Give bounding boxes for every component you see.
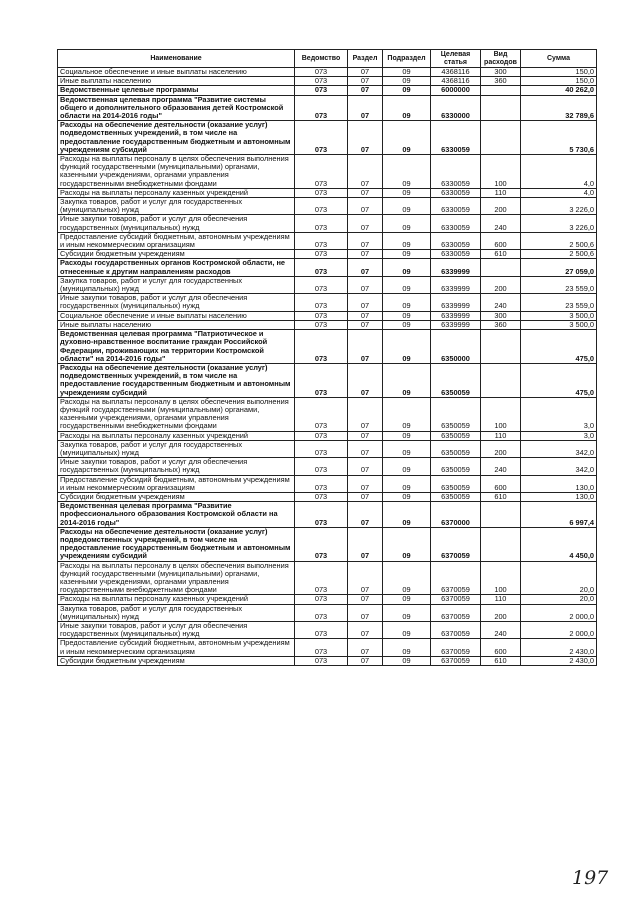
table-row [58,95,597,121]
cell-article: 6339999 [431,259,481,276]
cell-section: 07 [348,68,383,77]
cell-article: 6330059 [431,232,481,249]
cell-section: 07 [348,431,383,440]
cell-section: 07 [348,502,383,528]
table-row [58,492,597,501]
cell-subsection: 09 [383,215,431,232]
cell-exptype: 100 [481,561,521,595]
table-row [58,330,597,364]
cell-exptype: 100 [481,397,521,431]
table-row [58,397,597,431]
table-row [58,232,597,249]
cell-subsection: 09 [383,330,431,364]
cell-exptype [481,259,521,276]
table-row [58,121,597,155]
cell-subsection: 09 [383,311,431,320]
cell-sum: 475,0 [521,363,597,397]
cell-exptype: 300 [481,311,521,320]
cell-sum: 3,0 [521,431,597,440]
cell-section: 07 [348,276,383,293]
cell-name: Расходы на обеспечение деятельности (оказание услуг) подведомственных учреждений, в том числе на предоставление государственным бюджетным и автономным учреждениям субсидий [58,121,295,155]
cell-section: 07 [348,330,383,364]
cell-subsection: 09 [383,121,431,155]
cell-name: Расходы на обеспечение деятельности (оказание услуг) подведомственных учреждений, в том числе на предоставление государственным бюджетным и автономным учреждениям субсидий [58,527,295,561]
cell-sum: 3 500,0 [521,311,597,320]
cell-subsection: 09 [383,431,431,440]
cell-subsection: 09 [383,68,431,77]
header-exptype: Вид расходов [481,50,521,68]
cell-dept: 073 [295,639,348,656]
cell-subsection: 09 [383,604,431,621]
header-row [58,50,597,68]
cell-article: 6330059 [431,188,481,197]
table-row [58,458,597,475]
cell-article: 6339999 [431,320,481,329]
cell-sum: 4,0 [521,188,597,197]
cell-article: 6370059 [431,656,481,665]
table-row [58,215,597,232]
cell-subsection: 09 [383,363,431,397]
cell-article: 6339999 [431,276,481,293]
cell-dept: 073 [295,604,348,621]
cell-section: 07 [348,561,383,595]
cell-exptype: 300 [481,68,521,77]
cell-sum: 2 430,0 [521,639,597,656]
cell-section: 07 [348,188,383,197]
cell-name: Ведомственная целевая программа "Развитие профессионального образования Костромской области на 2014-2016 годы" [58,502,295,528]
cell-exptype: 610 [481,492,521,501]
cell-article: 6000000 [431,86,481,95]
cell-sum: 342,0 [521,458,597,475]
cell-subsection: 09 [383,259,431,276]
cell-dept: 073 [295,276,348,293]
cell-sum: 3 226,0 [521,198,597,215]
cell-dept: 073 [295,232,348,249]
cell-sum: 4 450,0 [521,527,597,561]
cell-dept: 073 [295,311,348,320]
table-row [58,320,597,329]
table-row [58,595,597,604]
cell-name: Расходы государственных органов Костромской области, не отнесенные к другим направлениям расходов [58,259,295,276]
cell-exptype: 360 [481,77,521,86]
cell-dept: 073 [295,458,348,475]
cell-article: 6339999 [431,294,481,311]
table-row [58,294,597,311]
cell-name: Закупка товаров, работ и услуг для государственных (муниципальных) нужд [58,440,295,457]
cell-article: 6350059 [431,431,481,440]
cell-name: Иные выплаты населению [58,320,295,329]
cell-name: Расходы на выплаты персоналу казенных учреждений [58,431,295,440]
cell-subsection: 09 [383,527,431,561]
cell-name: Расходы на выплаты персоналу казенных учреждений [58,188,295,197]
table-row [58,77,597,86]
cell-sum: 475,0 [521,330,597,364]
cell-article: 6350059 [431,440,481,457]
cell-sum: 130,0 [521,492,597,501]
cell-sum: 2 000,0 [521,622,597,639]
cell-subsection: 09 [383,250,431,259]
cell-sum: 2 500,6 [521,250,597,259]
cell-article: 6370059 [431,604,481,621]
header-dept: Ведомство [295,50,348,68]
cell-section: 07 [348,95,383,121]
cell-article: 6370059 [431,527,481,561]
cell-article: 6330059 [431,121,481,155]
cell-sum: 4,0 [521,155,597,189]
cell-name: Расходы на выплаты персоналу в целях обеспечения выполнения функций государственными (муниципальными) органами, казенными учреждениями, органами управления государственными внебюджетными фондами [58,397,295,431]
table-row [58,198,597,215]
cell-article: 6370059 [431,561,481,595]
cell-section: 07 [348,294,383,311]
cell-section: 07 [348,595,383,604]
cell-name: Иные закупки товаров, работ и услуг для обеспечения государственных (муниципальных) нужд [58,458,295,475]
cell-subsection: 09 [383,492,431,501]
cell-dept: 073 [295,259,348,276]
cell-exptype: 110 [481,595,521,604]
table-row [58,363,597,397]
cell-section: 07 [348,155,383,189]
cell-article: 6330059 [431,215,481,232]
cell-subsection: 09 [383,155,431,189]
cell-subsection: 09 [383,320,431,329]
cell-name: Расходы на выплаты персоналу в целях обеспечения выполнения функций государственными (муниципальными) органами, казенными учреждениями, органами управления государственными внебюджетными фондами [58,155,295,189]
table-row [58,311,597,320]
budget-table [57,49,597,666]
cell-sum: 130,0 [521,475,597,492]
cell-sum: 2 000,0 [521,604,597,621]
cell-sum: 40 262,0 [521,86,597,95]
cell-name: Субсидии бюджетным учреждениям [58,656,295,665]
table-row [58,561,597,595]
header-subsection: Подраздел [383,50,431,68]
cell-exptype [481,95,521,121]
cell-dept: 073 [295,431,348,440]
cell-section: 07 [348,86,383,95]
cell-exptype: 240 [481,622,521,639]
cell-sum: 342,0 [521,440,597,457]
cell-dept: 073 [295,77,348,86]
cell-dept: 073 [295,155,348,189]
cell-article: 6330059 [431,155,481,189]
cell-exptype [481,527,521,561]
cell-section: 07 [348,77,383,86]
cell-name: Ведомственные целевые программы [58,86,295,95]
cell-article: 6370059 [431,595,481,604]
cell-exptype [481,330,521,364]
cell-sum: 3,0 [521,397,597,431]
cell-exptype: 200 [481,198,521,215]
cell-sum: 23 559,0 [521,294,597,311]
cell-exptype: 610 [481,656,521,665]
cell-exptype [481,86,521,95]
cell-section: 07 [348,397,383,431]
cell-name: Закупка товаров, работ и услуг для государственных (муниципальных) нужд [58,604,295,621]
header-sum: Сумма [521,50,597,68]
cell-subsection: 09 [383,458,431,475]
cell-article: 6350059 [431,363,481,397]
table-body [58,68,597,666]
cell-exptype: 100 [481,155,521,189]
table-row [58,276,597,293]
cell-section: 07 [348,215,383,232]
cell-name: Предоставление субсидий бюджетным, автономным учреждениям и иным некоммерческим организациям [58,639,295,656]
cell-sum: 150,0 [521,77,597,86]
cell-exptype [481,363,521,397]
cell-section: 07 [348,458,383,475]
cell-sum: 3 226,0 [521,215,597,232]
cell-name: Расходы на обеспечение деятельности (оказание услуг) подведомственных учреждений, в том числе на предоставление государственным бюджетным и автономным учреждениям субсидий [58,363,295,397]
cell-subsection: 09 [383,397,431,431]
cell-section: 07 [348,363,383,397]
table-row [58,86,597,95]
table-row [58,639,597,656]
cell-section: 07 [348,259,383,276]
cell-exptype: 110 [481,431,521,440]
cell-subsection: 09 [383,276,431,293]
cell-exptype: 200 [481,604,521,621]
cell-dept: 073 [295,475,348,492]
cell-dept: 073 [295,215,348,232]
table-row [58,259,597,276]
cell-exptype [481,502,521,528]
cell-dept: 073 [295,95,348,121]
table-row [58,502,597,528]
cell-subsection: 09 [383,198,431,215]
cell-section: 07 [348,492,383,501]
cell-sum: 150,0 [521,68,597,77]
cell-dept: 073 [295,561,348,595]
cell-section: 07 [348,250,383,259]
cell-dept: 073 [295,121,348,155]
cell-name: Иные выплаты населению [58,77,295,86]
cell-exptype: 600 [481,232,521,249]
cell-sum: 20,0 [521,595,597,604]
cell-article: 6330000 [431,95,481,121]
cell-dept: 073 [295,294,348,311]
page-number: 197 [572,867,609,889]
cell-subsection: 09 [383,77,431,86]
table-row [58,188,597,197]
table-row [58,250,597,259]
cell-sum: 20,0 [521,561,597,595]
cell-sum: 6 997,4 [521,502,597,528]
cell-article: 6370000 [431,502,481,528]
cell-subsection: 09 [383,622,431,639]
cell-section: 07 [348,639,383,656]
cell-sum: 32 789,6 [521,95,597,121]
cell-section: 07 [348,604,383,621]
cell-section: 07 [348,622,383,639]
cell-article: 6330059 [431,198,481,215]
cell-name: Ведомственная целевая программа "Патриотическое и духовно-нравственное воспитание граждан Российской Федерации, проживающих на территории Костромской области" на 2014-2016 годы" [58,330,295,364]
header-section: Раздел [348,50,383,68]
cell-exptype: 200 [481,276,521,293]
cell-exptype: 110 [481,188,521,197]
cell-article: 6370059 [431,622,481,639]
cell-subsection: 09 [383,294,431,311]
cell-section: 07 [348,232,383,249]
header-name: Наименование [58,50,295,68]
cell-article: 4368116 [431,77,481,86]
cell-exptype: 240 [481,215,521,232]
cell-subsection: 09 [383,502,431,528]
cell-article: 6350059 [431,458,481,475]
cell-name: Субсидии бюджетным учреждениям [58,492,295,501]
cell-name: Иные закупки товаров, работ и услуг для обеспечения государственных (муниципальных) нужд [58,294,295,311]
cell-section: 07 [348,311,383,320]
cell-dept: 073 [295,68,348,77]
cell-name: Иные закупки товаров, работ и услуг для обеспечения государственных (муниципальных) нужд [58,215,295,232]
table-row [58,604,597,621]
cell-section: 07 [348,656,383,665]
table-row [58,475,597,492]
cell-dept: 073 [295,363,348,397]
cell-sum: 23 559,0 [521,276,597,293]
cell-section: 07 [348,121,383,155]
cell-dept: 073 [295,656,348,665]
cell-article: 6350059 [431,475,481,492]
cell-dept: 073 [295,397,348,431]
cell-name: Расходы на выплаты персоналу казенных учреждений [58,595,295,604]
cell-sum: 2 500,6 [521,232,597,249]
table-row [58,155,597,189]
header-article: Целевая статья [431,50,481,68]
cell-name: Иные закупки товаров, работ и услуг для обеспечения государственных (муниципальных) нужд [58,622,295,639]
cell-dept: 073 [295,330,348,364]
cell-article: 6350059 [431,492,481,501]
cell-sum: 27 059,0 [521,259,597,276]
cell-name: Социальное обеспечение и иные выплаты населению [58,311,295,320]
cell-article: 6370059 [431,639,481,656]
cell-name: Ведомственная целевая программа "Развитие системы общего и дополнительного образования детей Костромской области на 2014-2016 годы" [58,95,295,121]
cell-subsection: 09 [383,639,431,656]
cell-subsection: 09 [383,561,431,595]
cell-section: 07 [348,440,383,457]
cell-subsection: 09 [383,232,431,249]
cell-name: Предоставление субсидий бюджетным, автономным учреждениям и иным некоммерческим организациям [58,475,295,492]
cell-sum: 3 500,0 [521,320,597,329]
cell-section: 07 [348,527,383,561]
table-row [58,656,597,665]
table-row [58,622,597,639]
cell-subsection: 09 [383,188,431,197]
cell-dept: 073 [295,188,348,197]
cell-exptype: 240 [481,458,521,475]
cell-subsection: 09 [383,95,431,121]
cell-name: Закупка товаров, работ и услуг для государственных (муниципальных) нужд [58,276,295,293]
cell-name: Субсидии бюджетным учреждениям [58,250,295,259]
cell-exptype: 610 [481,250,521,259]
cell-article: 6350059 [431,397,481,431]
cell-section: 07 [348,475,383,492]
cell-dept: 073 [295,622,348,639]
cell-dept: 073 [295,492,348,501]
cell-section: 07 [348,320,383,329]
cell-sum: 5 730,6 [521,121,597,155]
cell-exptype: 240 [481,294,521,311]
cell-exptype: 600 [481,639,521,656]
cell-subsection: 09 [383,595,431,604]
cell-exptype: 200 [481,440,521,457]
cell-exptype [481,121,521,155]
cell-dept: 073 [295,502,348,528]
cell-subsection: 09 [383,475,431,492]
cell-subsection: 09 [383,86,431,95]
cell-article: 4368116 [431,68,481,77]
cell-dept: 073 [295,595,348,604]
cell-dept: 073 [295,250,348,259]
cell-dept: 073 [295,86,348,95]
table-row [58,68,597,77]
cell-sum: 2 430,0 [521,656,597,665]
cell-subsection: 09 [383,440,431,457]
cell-dept: 073 [295,198,348,215]
cell-name: Социальное обеспечение и иные выплаты населению [58,68,295,77]
table-row [58,440,597,457]
cell-name: Предоставление субсидий бюджетным, автономным учреждениям и иным некоммерческим организациям [58,232,295,249]
cell-dept: 073 [295,440,348,457]
cell-dept: 073 [295,320,348,329]
cell-section: 07 [348,198,383,215]
cell-article: 6330059 [431,250,481,259]
cell-article: 6350000 [431,330,481,364]
cell-name: Закупка товаров, работ и услуг для государственных (муниципальных) нужд [58,198,295,215]
table-row [58,431,597,440]
cell-subsection: 09 [383,656,431,665]
cell-exptype: 360 [481,320,521,329]
table-row [58,527,597,561]
cell-name: Расходы на выплаты персоналу в целях обеспечения выполнения функций государственными (муниципальными) органами, казенными учреждениями, органами управления государственными внебюджетными фондами [58,561,295,595]
cell-article: 6339999 [431,311,481,320]
cell-dept: 073 [295,527,348,561]
cell-exptype: 600 [481,475,521,492]
